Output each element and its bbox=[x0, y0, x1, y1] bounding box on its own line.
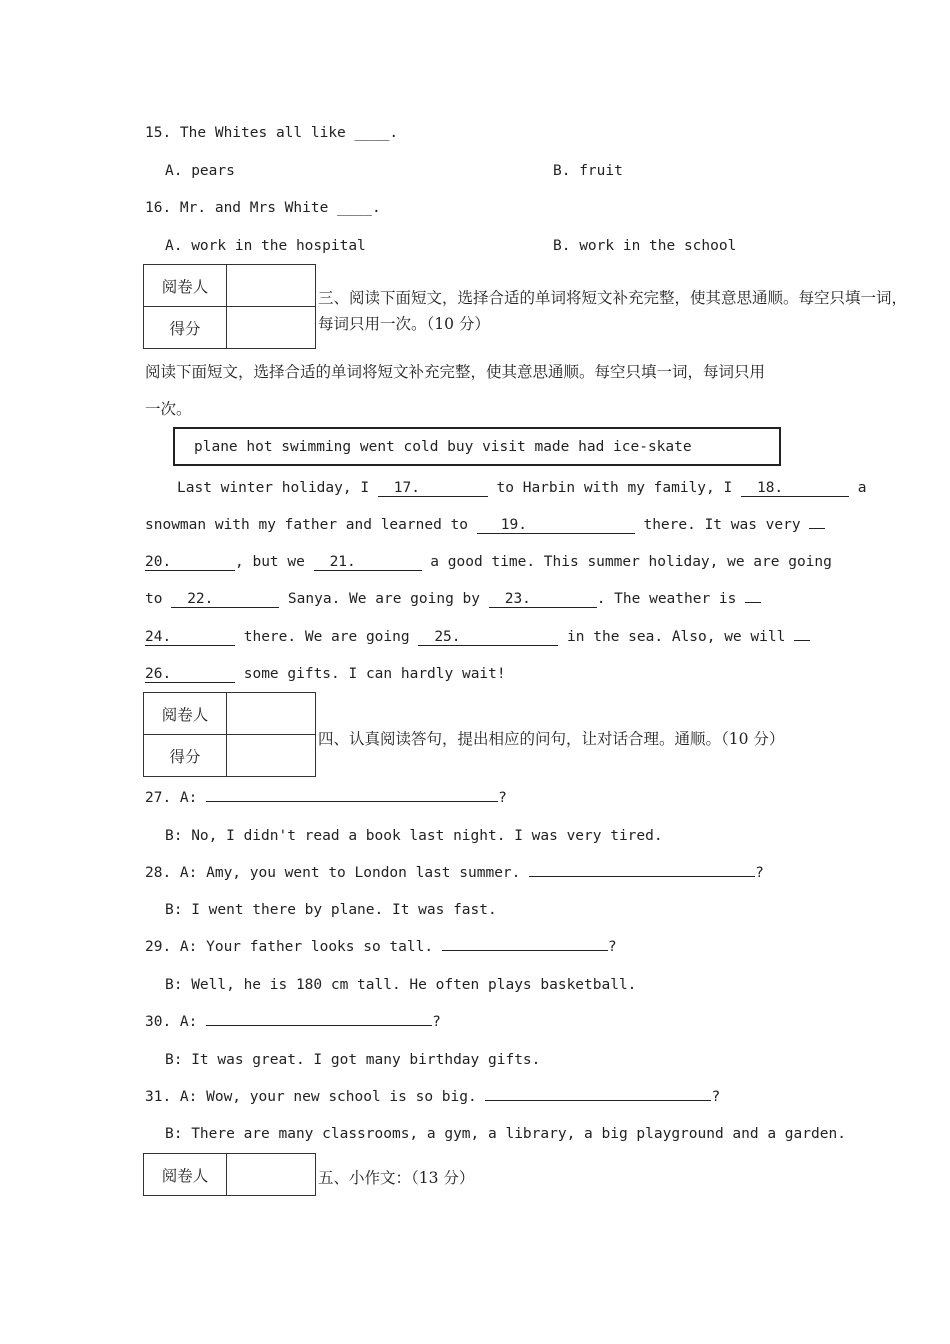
passage-text: there. We are going bbox=[235, 629, 419, 645]
passage-text: a bbox=[848, 480, 867, 496]
blank-number: 25. bbox=[434, 629, 461, 645]
passage-text: in the sea. Also, we will bbox=[558, 629, 795, 645]
answer-30-b: B: It was great. I got many birthday gifts. bbox=[165, 1052, 541, 1068]
blank-number: 23. bbox=[504, 591, 531, 607]
question-30 bbox=[145, 1014, 441, 1030]
section-4-heading: 四、认真阅读答句，提出相应的问句，让对话合理。通顺。（10 分） bbox=[318, 730, 785, 748]
score-box-section-5 bbox=[143, 1153, 316, 1196]
question-text: 27. A: bbox=[145, 790, 207, 806]
answer-29[interactable] bbox=[442, 950, 608, 951]
question-29 bbox=[145, 939, 617, 955]
blank-25[interactable] bbox=[418, 630, 558, 646]
section-3-instruction-line1: 阅读下面短文，选择合适的单词将短文补充完整，使其意思通顺。每空只填一词，每词只用 bbox=[145, 363, 766, 381]
answer-30[interactable] bbox=[206, 1025, 432, 1026]
passage-text: . The weather is bbox=[596, 591, 746, 607]
grader-label: 阅卷人 bbox=[144, 693, 227, 735]
question-mark: ? bbox=[498, 790, 507, 806]
passage-line-3 bbox=[145, 554, 832, 571]
blank-21[interactable] bbox=[314, 555, 422, 571]
section-3-heading-line2: 每词只用一次。（10 分） bbox=[318, 315, 490, 333]
question-28 bbox=[145, 865, 764, 881]
question-text: 31. A: Wow, your new school is so big. bbox=[145, 1089, 486, 1105]
grader-cell[interactable] bbox=[227, 1154, 316, 1196]
score-box-section-3 bbox=[143, 264, 316, 349]
passage-text: snowman with my father and learned to bbox=[145, 517, 477, 533]
blank-19[interactable] bbox=[477, 518, 635, 534]
passage-text: Sanya. We are going by bbox=[279, 591, 489, 607]
section-5-heading: 五、小作文：（13 分） bbox=[318, 1169, 475, 1187]
blank-number: 24. bbox=[145, 629, 172, 645]
q15-option-b: B. fruit bbox=[553, 163, 623, 179]
passage-line-1 bbox=[177, 480, 866, 497]
question-text: 29. A: Your father looks so tall. bbox=[145, 939, 442, 955]
passage-text: there. It was very bbox=[634, 517, 810, 533]
question-27 bbox=[145, 790, 507, 806]
passage-text: , but we bbox=[235, 554, 314, 570]
section-3-instruction-line2: 一次。 bbox=[145, 400, 192, 418]
score-cell[interactable] bbox=[227, 735, 316, 777]
question-16: 16. Mr. and Mrs White ____. bbox=[145, 200, 381, 216]
blank-number: 18. bbox=[756, 480, 784, 496]
passage-text: to Harbin with my family, I bbox=[487, 480, 741, 496]
question-mark: ? bbox=[755, 865, 764, 881]
blank-22[interactable] bbox=[171, 592, 279, 608]
answer-28-b: B: I went there by plane. It was fast. bbox=[165, 902, 497, 918]
passage-line-2 bbox=[145, 517, 825, 534]
q15-option-a: A. pears bbox=[165, 163, 235, 179]
answer-31-b: B: There are many classrooms, a gym, a library, a big playground and a garden. bbox=[165, 1126, 846, 1142]
blank-number: 20. bbox=[145, 554, 172, 570]
passage-text: to bbox=[145, 591, 172, 607]
grader-label: 阅卷人 bbox=[144, 1154, 227, 1196]
answer-27-b: B: No, I didn't read a book last night. I was very tired. bbox=[165, 828, 663, 844]
answer-31[interactable] bbox=[485, 1100, 711, 1101]
score-label: 得分 bbox=[144, 307, 227, 349]
question-31 bbox=[145, 1089, 720, 1105]
score-label: 得分 bbox=[144, 735, 227, 777]
blank-number: 22. bbox=[187, 591, 214, 607]
blank-20[interactable] bbox=[145, 555, 235, 571]
passage-line-4 bbox=[145, 591, 761, 608]
question-mark: ? bbox=[711, 1089, 721, 1105]
blank-18[interactable] bbox=[741, 481, 849, 497]
section-3-heading-line1: 三、阅读下面短文，选择合适的单词将短文补充完整，使其意思通顺。每空只填一词， bbox=[318, 289, 908, 307]
question-text: 30. A: bbox=[145, 1014, 207, 1030]
score-box-section-4 bbox=[143, 692, 316, 777]
answer-29-b: B: Well, he is 180 cm tall. He often plays basketball. bbox=[165, 977, 637, 993]
blank-23[interactable] bbox=[489, 592, 597, 608]
blank-number: 21. bbox=[329, 554, 356, 570]
blank-26[interactable] bbox=[145, 667, 235, 683]
blank-number: 17. bbox=[393, 480, 420, 496]
passage-text: some gifts. I can hardly wait! bbox=[235, 666, 506, 682]
grader-cell[interactable] bbox=[227, 265, 316, 307]
q16-option-a: A. work in the hospital bbox=[165, 238, 366, 254]
passage-line-5 bbox=[145, 629, 810, 646]
answer-27[interactable] bbox=[206, 801, 498, 802]
score-cell[interactable] bbox=[227, 307, 316, 349]
q16-option-b: B. work in the school bbox=[553, 238, 737, 254]
blank-17[interactable] bbox=[378, 481, 488, 497]
grader-label: 阅卷人 bbox=[144, 265, 227, 307]
passage-text: a good time. This summer holiday, we are going bbox=[421, 554, 832, 570]
blank-24-start[interactable] bbox=[745, 602, 761, 603]
blank-20-start[interactable] bbox=[809, 528, 825, 529]
blank-number: 26. bbox=[145, 666, 172, 682]
blank-26-start[interactable] bbox=[794, 640, 810, 641]
question-mark: ? bbox=[432, 1014, 441, 1030]
passage-text: Last winter holiday, I bbox=[177, 480, 378, 496]
question-text: 28. A: Amy, you went to London last summer. bbox=[145, 865, 530, 881]
word-bank: plane hot swimming went cold buy visit made had ice-skate bbox=[173, 427, 781, 466]
blank-24[interactable] bbox=[145, 630, 235, 646]
blank-number: 19. bbox=[500, 517, 527, 533]
question-mark: ? bbox=[607, 939, 617, 955]
answer-28[interactable] bbox=[529, 876, 755, 877]
passage-line-6 bbox=[145, 666, 506, 683]
grader-cell[interactable] bbox=[227, 693, 316, 735]
question-15: 15. The Whites all like ____. bbox=[145, 125, 399, 141]
